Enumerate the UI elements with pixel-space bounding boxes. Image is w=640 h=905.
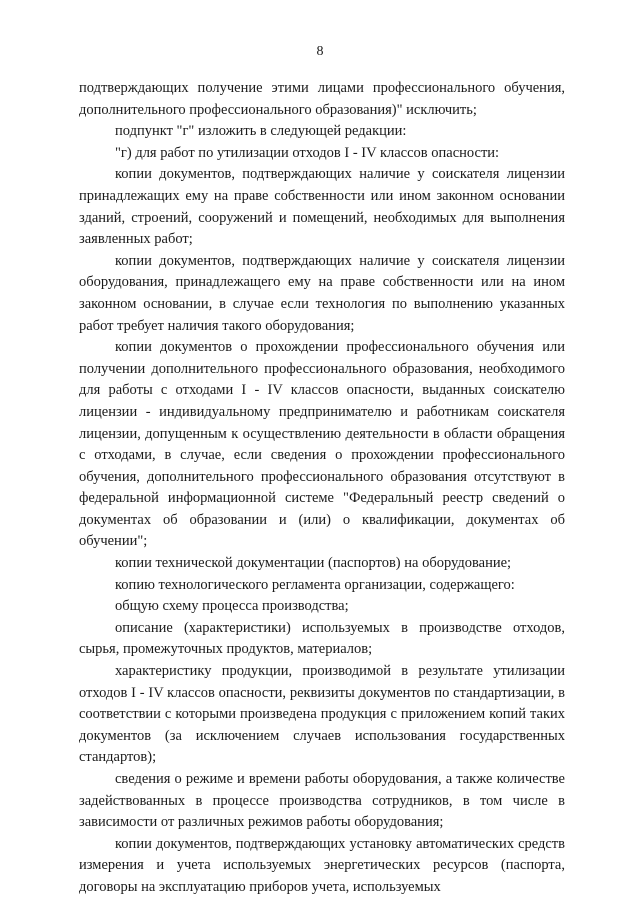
paragraph-2: подпункт "г" изложить в следующей редакции: xyxy=(115,123,407,140)
paragraph-8: копию технологического регламента организации, содержащего: xyxy=(115,576,515,593)
page-number: 8 xyxy=(316,44,324,59)
paragraph-12: сведения о режиме и времени работы оборудования, а также количестве задействованных в процессе производства сотрудников, в том числе в зависимости от различных режимов работы оборудования; xyxy=(79,771,565,831)
paragraph-4: копии документов, подтверждающих наличие у соискателя лицензии принадлежащих ему на праве собственности или ином законном основании зданий, строений, сооружений и помещений, необходимых для выполнения заявленных работ; xyxy=(79,166,565,248)
paragraph-13: копии документов, подтверждающих установку автоматических средств измерения и учета используемых энергетических ресурсов (паспорта, договоры на эксплуатацию приборов учета, используемых xyxy=(79,835,565,895)
paragraph-7: копии технической документации (паспортов) на оборудование; xyxy=(115,555,512,572)
paragraph-9: общую схему процесса производства; xyxy=(115,598,349,615)
paragraph-11: характеристику продукции, производимой в результате утилизации отходов I - IV классов опасности, реквизиты документов по стандартизации, в соответствии с которыми произведена продукция с приложением копий таких документов (за исключением случаев использования государственных стандартов); xyxy=(79,663,565,766)
paragraph-5: копии документов, подтверждающих наличие у соискателя лицензии оборудования, принадлежащего ему на праве собственности или на ином законном основании, в случае если технология по выполнению указанных работ требует наличия такого оборудования; xyxy=(79,252,565,334)
document-body xyxy=(79,78,565,899)
paragraph-6: копии документов о прохождении профессионального обучения или получении дополнительного профессионального образования, необходимого для работы с отходами I - IV классов опасности, выданных соискателю лицензии - индивидуальному предпринимателю и работникам соискателя лицензии, допущенным к осуществлению деятельности в области обращения с отходами, в случае, если сведения о прохождении профессионального обучения, дополнительного профессионального образования отсутствуют в федеральной информационной системе "Федеральный реестр сведений о документах об образовании и (или) о квалификации, документах об обучении"; xyxy=(79,339,565,550)
paragraph-10: описание (характеристики) используемых в производстве отходов, сырья, промежуточных продуктов, материалов; xyxy=(79,619,565,658)
paragraph-1: подтверждающих получение этими лицами профессионального обучения, дополнительного профессионального образования)" исключить; xyxy=(79,80,565,118)
paragraph-3: "г) для работ по утилизации отходов I - IV классов опасности: xyxy=(115,144,500,161)
